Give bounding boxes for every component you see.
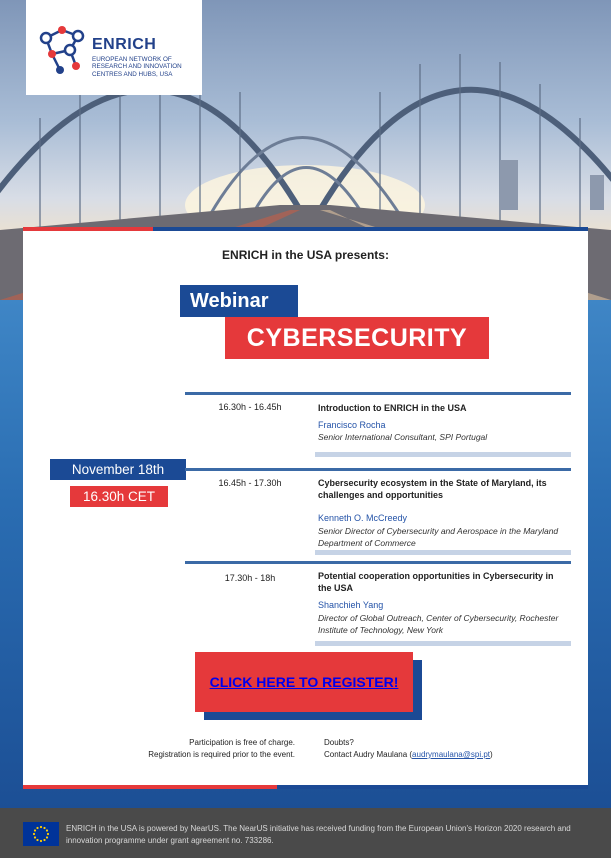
agenda-role: Director of Global Outreach, Center of Cybersecurity, Rochester Institute of Technology, New York xyxy=(318,613,559,635)
presents-heading: ENRICH in the USA presents: xyxy=(222,248,389,262)
agenda-role: Senior Director of Cybersecurity and Aerospace in the Maryland Department of Commerce xyxy=(318,526,559,548)
contact-suffix: ) xyxy=(490,750,493,759)
agenda-time: 17.30h - 18h xyxy=(224,573,276,583)
agenda-bottom-bar xyxy=(315,452,571,457)
agenda-time: 16.45h - 17.30h xyxy=(218,478,282,488)
free-of-charge-text: Participation is free of charge. xyxy=(189,738,295,747)
agenda-divider xyxy=(185,468,571,471)
agenda-speaker: Kenneth O. McCreedy xyxy=(318,513,408,523)
contact-email-link[interactable]: audrymaulana@spi.pt xyxy=(412,750,490,759)
agenda-time: 16.30h - 16.45h xyxy=(218,402,282,412)
registration-required-text: Registration is required prior to the event. xyxy=(148,750,295,759)
agenda-title: Introduction to ENRICH in the USA xyxy=(318,403,467,413)
event-time: 16.30h CET xyxy=(70,486,168,507)
agenda-role: Senior International Consultant, SPI Portugal xyxy=(318,432,488,442)
agenda-title: Cybersecurity ecosystem in the State of Maryland, its challenges and opportunities xyxy=(318,478,547,500)
participation-info xyxy=(118,737,295,761)
network-logo-icon xyxy=(34,20,94,80)
card-bottom-accent xyxy=(23,785,588,789)
register-button[interactable]: CLICK HERE TO REGISTER! xyxy=(195,652,413,712)
webinar-tag: Webinar xyxy=(180,285,298,317)
agenda-bottom-bar xyxy=(315,641,571,646)
eu-flag-icon xyxy=(23,822,59,846)
enrich-logo xyxy=(26,0,202,95)
agenda-divider xyxy=(185,561,571,564)
footer-funding-text: ENRICH in the USA is powered by NearUS. The NearUS initiative has received funding from the European Union's Horizon 2020 research and innovation programme under grant agreement no. 733286. xyxy=(66,824,571,845)
agenda-title: Potential cooperation opportunities in Cybersecurity in the USA xyxy=(318,571,554,593)
doubts-text: Doubts? xyxy=(324,738,354,747)
agenda-speaker: Shanchieh Yang xyxy=(318,600,384,610)
agenda-bottom-bar xyxy=(315,550,571,555)
card-top-accent xyxy=(153,227,588,231)
logo-subtitle: EUROPEAN NETWORK OF RESEARCH AND INNOVATION CENTRES AND HUBS, USA xyxy=(92,56,182,78)
eu-stars-icon xyxy=(23,822,59,846)
event-date: November 18th xyxy=(50,459,186,480)
agenda-speaker: Francisco Rocha xyxy=(318,420,386,430)
contact-line xyxy=(324,749,574,761)
contact-info xyxy=(324,737,574,761)
contact-prefix: Contact Audry Maulana ( xyxy=(324,750,413,759)
topic-tag: CYBERSECURITY xyxy=(225,317,489,359)
event-card xyxy=(23,227,588,789)
agenda-divider xyxy=(185,392,571,395)
logo-name: ENRICH xyxy=(92,36,157,53)
